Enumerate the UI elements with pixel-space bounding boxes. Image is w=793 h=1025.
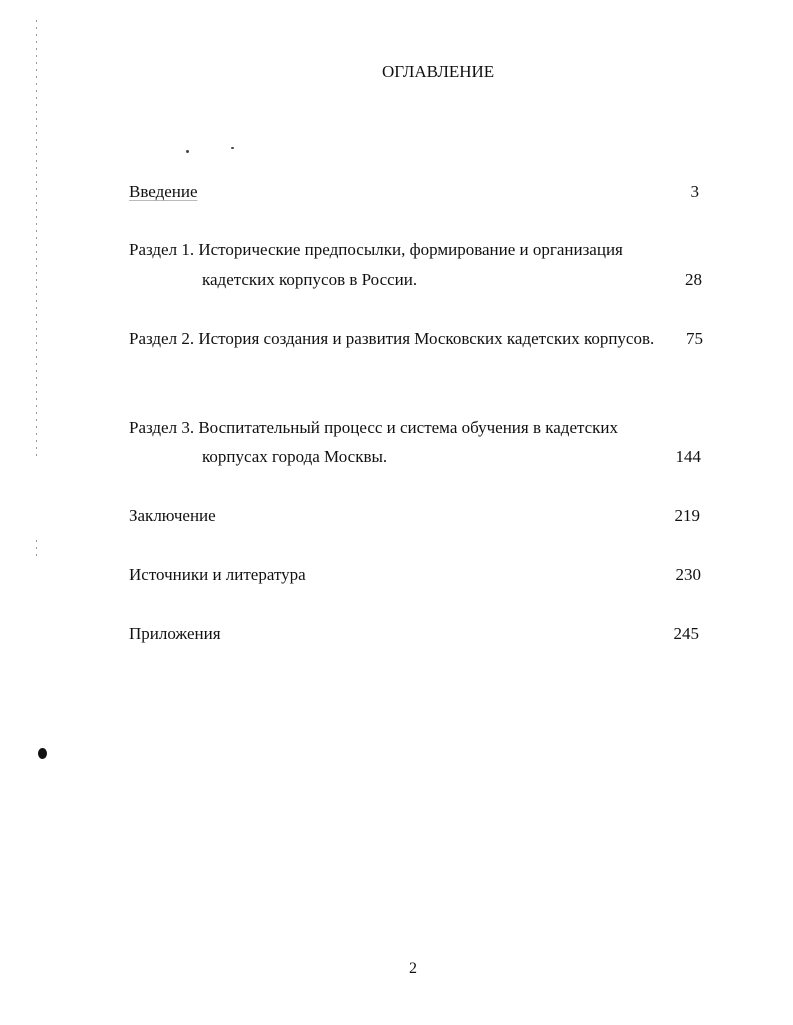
toc-entry-page: 219	[674, 506, 700, 525]
toc-entry-page: 144	[675, 447, 701, 466]
toc-entry-label: Раздел 2. История создания и развития Московских кадетских корпусов.	[129, 329, 655, 348]
scan-margin-noise	[36, 540, 37, 560]
toc-entry-label-continued: кадетских корпусов в России.	[202, 270, 418, 289]
scan-margin-noise	[36, 20, 37, 460]
scan-dot	[38, 748, 47, 759]
toc-entry-page: 3	[690, 182, 699, 201]
toc-entry-label: Источники и литература	[129, 565, 306, 584]
scan-speck	[186, 150, 189, 153]
toc-entry-label: Раздел 3. Воспитательный процесс и система обучения в кадетских	[129, 418, 619, 437]
toc-entry-page: 28	[685, 270, 702, 289]
toc-entry-label: Введение	[129, 182, 198, 201]
toc-heading: ОГЛАВЛЕНИЕ	[382, 62, 495, 81]
scan-speck	[231, 147, 234, 149]
toc-entry-page: 245	[673, 624, 699, 643]
toc-entry-label: Раздел 1. Исторические предпосылки, формирование и организация	[129, 240, 623, 259]
page-number: 2	[409, 960, 417, 977]
toc-entry-label: Заключение	[129, 506, 216, 525]
toc-entry-label-continued: корпусах города Москвы.	[202, 447, 388, 466]
toc-entry-page: 230	[675, 565, 701, 584]
toc-entry-page: 75	[686, 329, 703, 348]
toc-entry-label: Приложения	[129, 624, 221, 643]
